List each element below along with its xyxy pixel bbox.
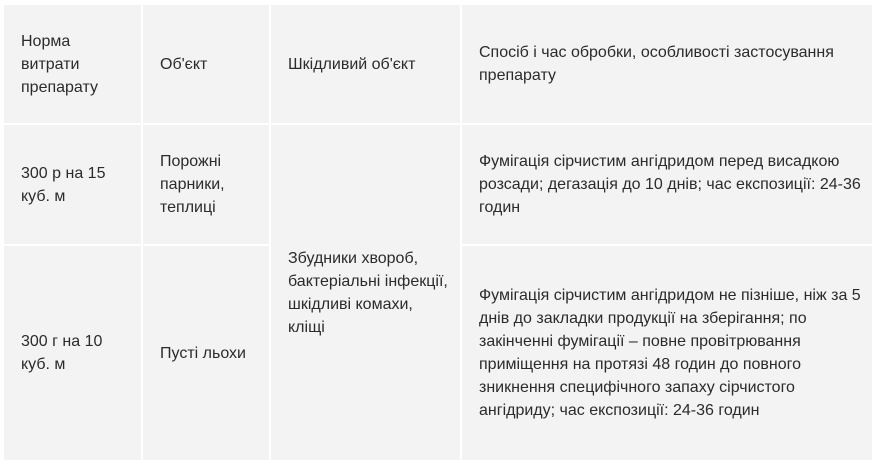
- header-pest: Шкідливий об'єкт: [271, 5, 460, 123]
- table-row: [4, 125, 872, 244]
- pesticide-usage-table: [2, 3, 872, 462]
- cell-rate: 300 г на 10 куб. м: [4, 246, 141, 460]
- cell-object: Порожні парники, теплиці: [143, 125, 269, 244]
- cell-method: Фумігація сірчистим ангідридом не пізніше, ніж за 5 днів до закладки продукції на зберігання; по закінченні фумігації – повне провітрювання приміщення на протязі 48 годин до повного зникнення специфічного запаху сірчистого ангідриду; час експозиції: 24-36 годин: [462, 246, 872, 460]
- cell-rate: 300 р на 15 куб. м: [4, 125, 141, 244]
- cell-method: Фумігація сірчистим ангідридом перед висадкою розсади; дегазація до 10 днів; час експозиції: 24-36 годин: [462, 125, 872, 244]
- cell-object: Пусті льохи: [143, 246, 269, 460]
- header-rate: Норма витрати препарату: [4, 5, 141, 123]
- header-object: Об'єкт: [143, 5, 269, 123]
- header-method: Спосіб і час обробки, особливості застосування препарату: [462, 5, 872, 123]
- cell-pest: Збудники хвороб, бактеріальні інфекції, шкідливі комахи, кліщі: [271, 125, 460, 460]
- table-header-row: [4, 5, 872, 123]
